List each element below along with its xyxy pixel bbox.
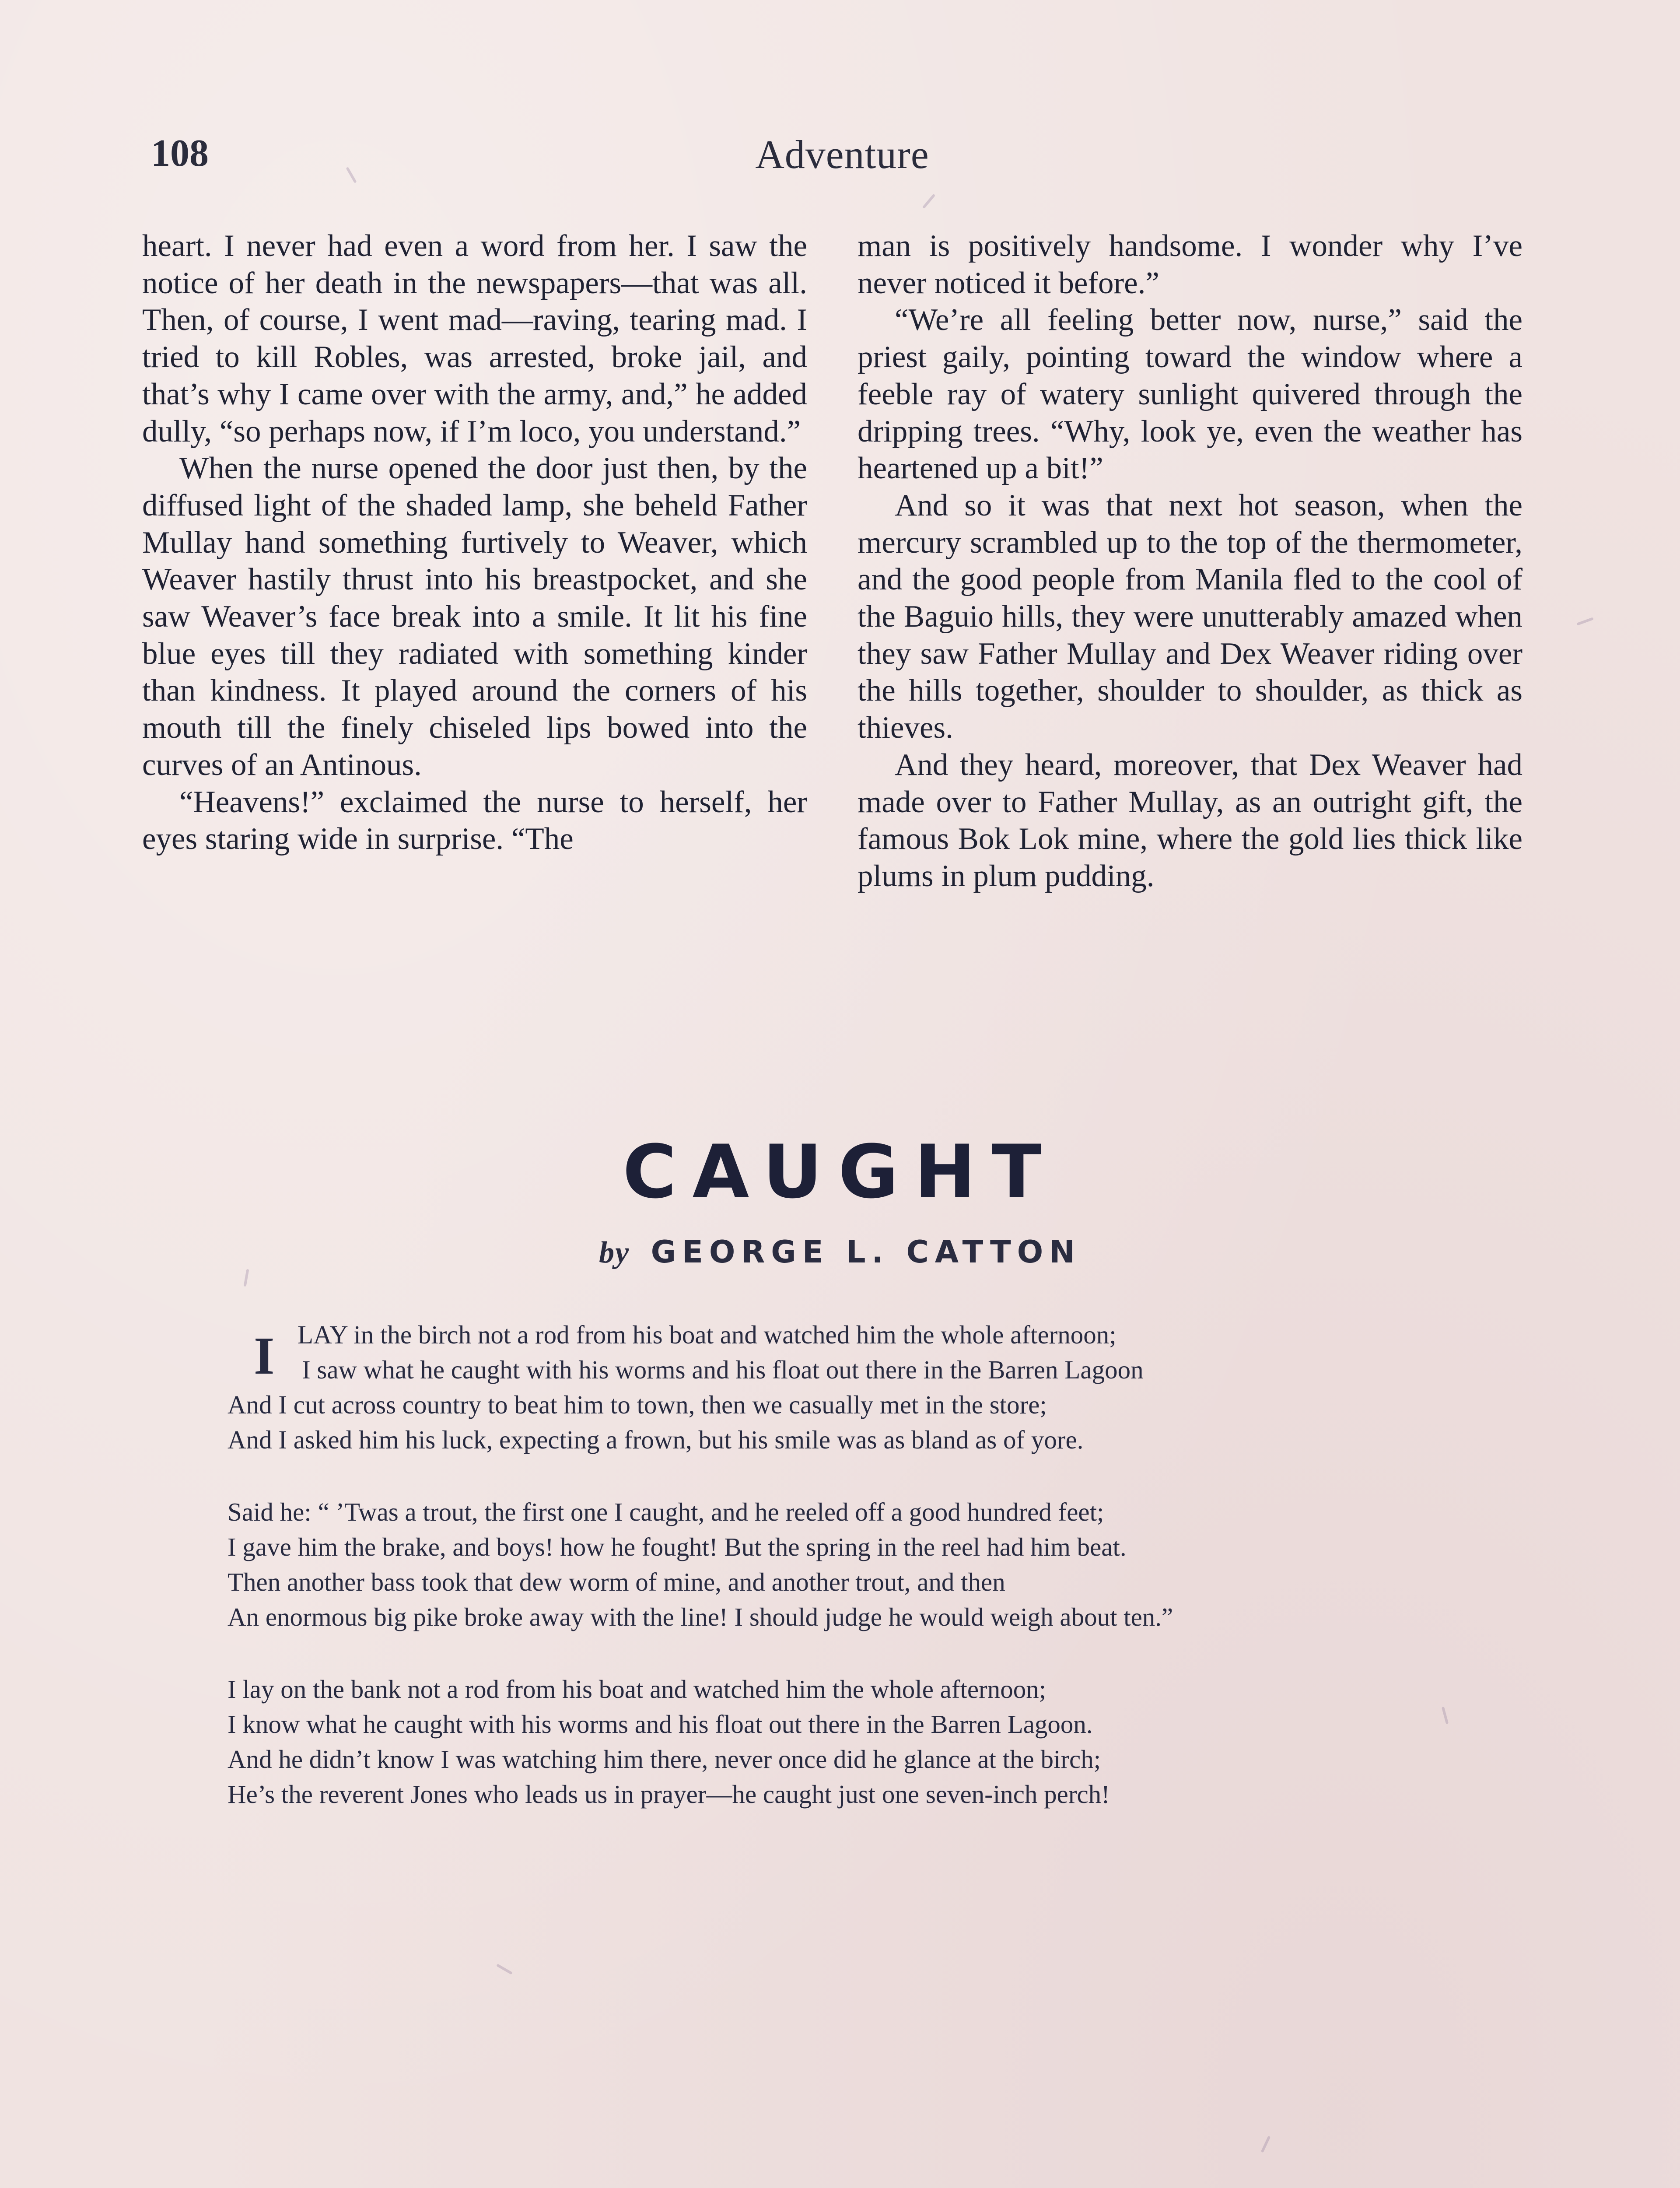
poem-line: He’s the reverent Jones who leads us in prayer—he caught just one seven-inch perch! — [228, 1780, 1110, 1809]
poem-body — [228, 1317, 1496, 1849]
paper-fiber — [1261, 2136, 1270, 2153]
right-column — [858, 228, 1522, 895]
poem-line: An enormous big pike broke away with the line! I should judge he would weigh about ten.” — [228, 1602, 1173, 1631]
poem-line: I saw what he caught with his worms and his float out there in the Barren Lagoon — [302, 1355, 1144, 1384]
paper-fiber — [1576, 617, 1594, 625]
drop-cap: I — [254, 1326, 275, 1385]
stanza — [228, 1317, 1496, 1457]
paragraph: And so it was that next hot season, when the mercury scrambled up to the top of the thermometer, and the good people from Manila fled to the cool of the Baguio hills, they were unutterably amazed when they saw Father Mullay and Dex Weaver riding over the hills together, shoulder to shoulder, as thick as thieves. — [858, 488, 1522, 745]
paragraph: man is positively handsome. I wonder why I’ve never noticed it before.” — [858, 229, 1522, 300]
author-name: GEORGE L. CATTON — [651, 1234, 1081, 1270]
paper-fiber — [244, 1269, 249, 1287]
stanza — [228, 1672, 1496, 1812]
poem-line: And he didn’t know I was watching him there, never once did he glance at the birch; — [228, 1745, 1101, 1774]
poem-line: I know what he caught with his worms and his float out there in the Barren Lagoon. — [228, 1710, 1093, 1739]
running-head — [151, 131, 1533, 184]
journal-name: Adventure — [755, 132, 929, 177]
poem-line: LAY in the birch not a rod from his boat and watched him the whole afternoon; — [298, 1320, 1116, 1349]
poem-byline — [0, 1234, 1680, 1270]
paragraph: “Heavens!” exclaimed the nurse to herself, her eyes staring wide in surprise. “The — [142, 785, 807, 856]
poem-title: CAUGHT — [623, 1129, 1057, 1215]
left-column — [142, 228, 807, 858]
paragraph: When the nurse opened the door just then, by the diffused light of the shaded lamp, she beheld Father Mullay hand something furtively to Weaver, which Weaver hastily thrust into his breastpocket, and she saw Weaver’s face break into a smile. It lit his fine blue eyes till they radiated with something kinder than kindness. It played around the corners of his mouth till the finely chiseled lips bowed into the curves of an Antinous. — [142, 451, 807, 782]
poem-line: Said he: “ ’Twas a trout, the first one I caught, and he reeled off a good hundred feet; — [228, 1497, 1104, 1526]
paragraph: “We’re all feeling better now, nurse,” said the priest gaily, pointing toward the window where a feeble ray of watery sunlight quivered through the dripping trees. “Why, look ye, even the weather has heartened up a bit!” — [858, 303, 1522, 486]
stanza — [228, 1494, 1496, 1634]
poem-line: I gave him the brake, and boys! how he fought! But the spring in the reel had him beat. — [228, 1532, 1127, 1561]
paragraph: And they heard, moreover, that Dex Weaver had made over to Father Mullay, as an outright gift, the famous Bok Lok mine, where the gold lies thick like plums in plum pudding. — [858, 747, 1522, 893]
poem-line: I lay on the bank not a rod from his boat and watched him the whole afternoon; — [228, 1675, 1046, 1704]
poem-line: And I cut across country to beat him to town, then we casually met in the store; — [228, 1390, 1047, 1419]
poem-line: Then another bass took that dew worm of mine, and another trout, and then — [228, 1567, 1005, 1596]
byline-prefix: by — [599, 1236, 630, 1269]
paper-fiber — [922, 194, 935, 209]
paragraph: heart. I never had even a word from her. I saw the notice of her death in the newspapers—that was all. Then, of course, I went mad—raving, tearing mad. I tried to kill Robles, was arrested, broke jail, and that’s why I came over with the army, and,” he added dully, “so perhaps now, if I’m loco, you understand.” — [142, 229, 807, 449]
poem-line: And I asked him his luck, expecting a frown, but his smile was as bland as of yore. — [228, 1425, 1084, 1454]
page-number: 108 — [151, 132, 209, 175]
paper-fiber — [496, 1964, 513, 1974]
